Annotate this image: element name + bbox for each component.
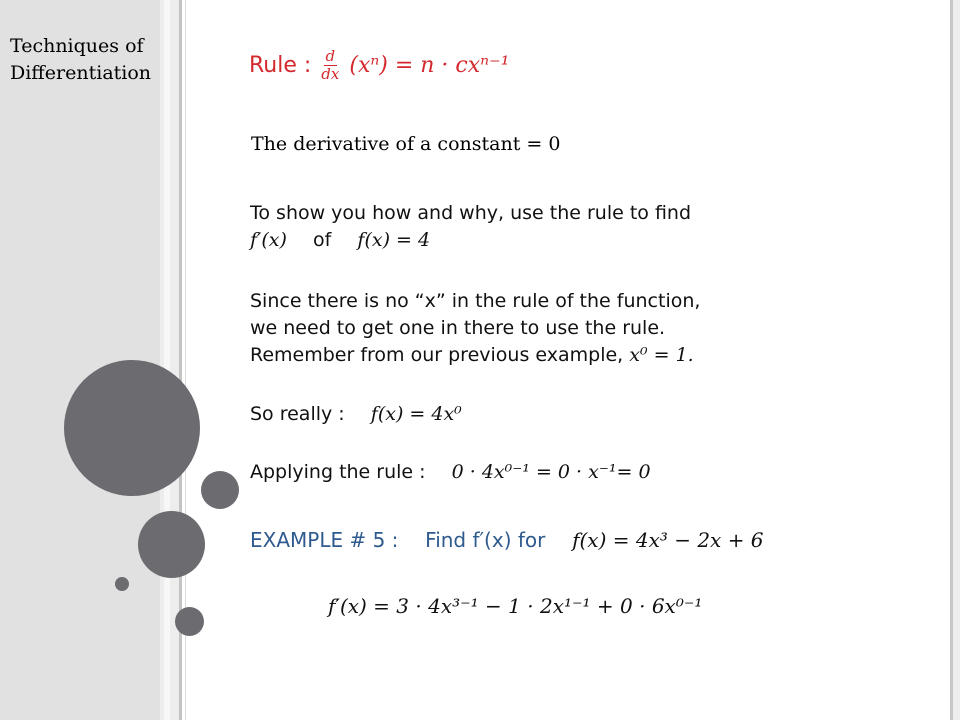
- math-function: f(x) = 4: [357, 229, 431, 251]
- decorative-circle-tiny: [115, 577, 129, 591]
- decorative-circle-medium: [138, 511, 205, 578]
- math-so-really: f(x) = 4x⁰: [370, 403, 462, 425]
- slide-title: [10, 33, 188, 87]
- paragraph-line: [250, 227, 691, 254]
- derivative-operator: [321, 48, 339, 83]
- so-really-label: So really :: [250, 403, 345, 425]
- math-fprime: f′(x): [250, 229, 287, 251]
- paragraph-line: [250, 342, 700, 369]
- paragraph-applying-rule: [250, 459, 651, 486]
- math-applying: 0 · 4x⁰⁻¹ = 0 · x⁻¹= 0: [451, 461, 651, 483]
- paragraph-line: Since there is no “x” in the rule of the function,: [250, 290, 701, 312]
- constant-statement: The derivative of a constant = 0: [251, 133, 561, 155]
- slide-title-line-1: Techniques of: [10, 35, 144, 57]
- solution-formula: f′(x) = 3 · 4x³⁻¹ − 1 · 2x¹⁻¹ + 0 · 6x⁰⁻¹: [328, 594, 703, 618]
- left-panel-stripe: [164, 0, 170, 720]
- math-x-zero: x⁰ = 1.: [629, 344, 694, 366]
- rule-label: Rule :: [249, 53, 312, 78]
- example-label: EXAMPLE # 5 :: [250, 528, 399, 552]
- slide-title-line-2: Differentiation: [10, 62, 152, 84]
- word-of: of: [312, 229, 332, 251]
- decorative-circle-small: [201, 471, 239, 509]
- paragraph-line: [250, 527, 764, 554]
- paragraph-show-how: [250, 200, 691, 254]
- example-find: Find f′(x) for: [425, 528, 546, 552]
- paragraph-line: [250, 401, 462, 428]
- rule-formula: (xⁿ) = n · cxⁿ⁻¹: [349, 53, 510, 78]
- paragraph-line: we need to get one in there to use the rule.: [250, 317, 666, 339]
- paragraph-text: Remember from our previous example,: [250, 344, 624, 366]
- power-rule: [249, 48, 510, 83]
- example-function: f(x) = 4x³ − 2x + 6: [572, 528, 764, 552]
- paragraph-explanation: [250, 288, 700, 369]
- applying-label: Applying the rule :: [250, 461, 426, 483]
- paragraph-so-really: [250, 401, 462, 428]
- right-edge-background: [953, 0, 960, 720]
- decorative-circle-large: [64, 360, 200, 496]
- example-heading: [250, 527, 764, 554]
- example-solution: [328, 593, 702, 620]
- decorative-circle-small-lower: [175, 607, 204, 636]
- paragraph-line: To show you how and why, use the rule to find: [250, 202, 692, 224]
- derivative-numerator: d: [325, 47, 336, 65]
- paragraph-line: [250, 459, 651, 486]
- derivative-denominator: dx: [321, 65, 340, 83]
